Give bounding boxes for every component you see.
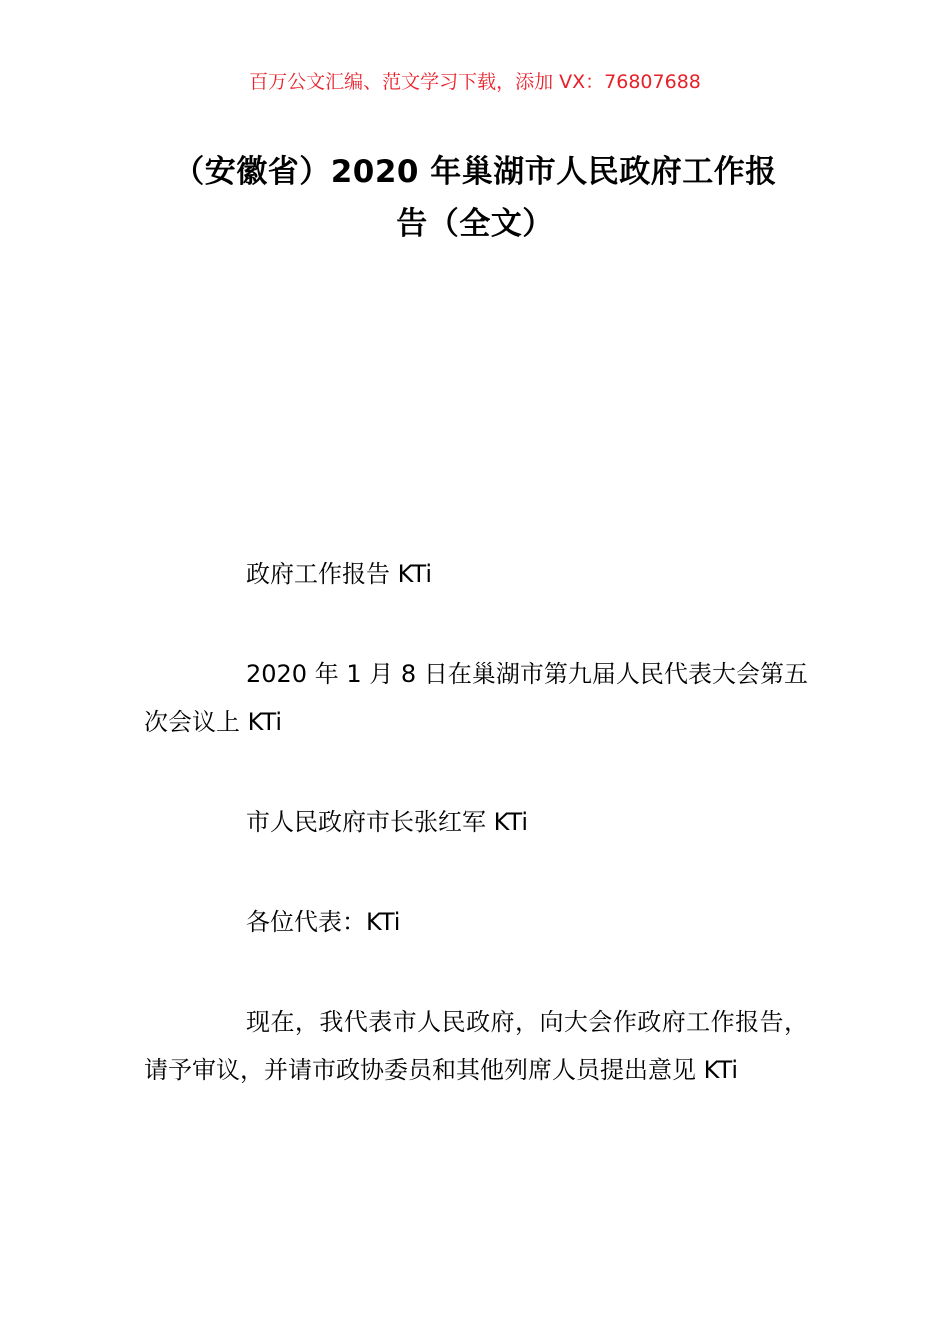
- paragraph-salutation: 各位代表：KTi: [246, 908, 401, 936]
- header-watermark-note: 百万公文汇编、范文学习下载，添加 VX：76807688: [249, 71, 701, 93]
- paragraph-speaker: 市人民政府市长张红军 KTi: [246, 808, 529, 836]
- paragraph-opening: 现在，我代表市人民政府，向大会作政府工作报告，请予审议，并请市政协委员和其他列席人员提出意见 KTi: [144, 1008, 808, 1084]
- paragraph-report-heading: 政府工作报告 KTi: [246, 560, 433, 588]
- document-title: [140, 146, 810, 250]
- document-title-line-2: 告（全文）: [396, 206, 554, 242]
- document-title-line-1: （安徽省）2020 年巢湖市人民政府工作报: [173, 154, 777, 190]
- paragraph-meeting-info: 2020 年 1 月 8 日在巢湖市第九届人民代表大会第五次会议上 KTi: [144, 660, 808, 736]
